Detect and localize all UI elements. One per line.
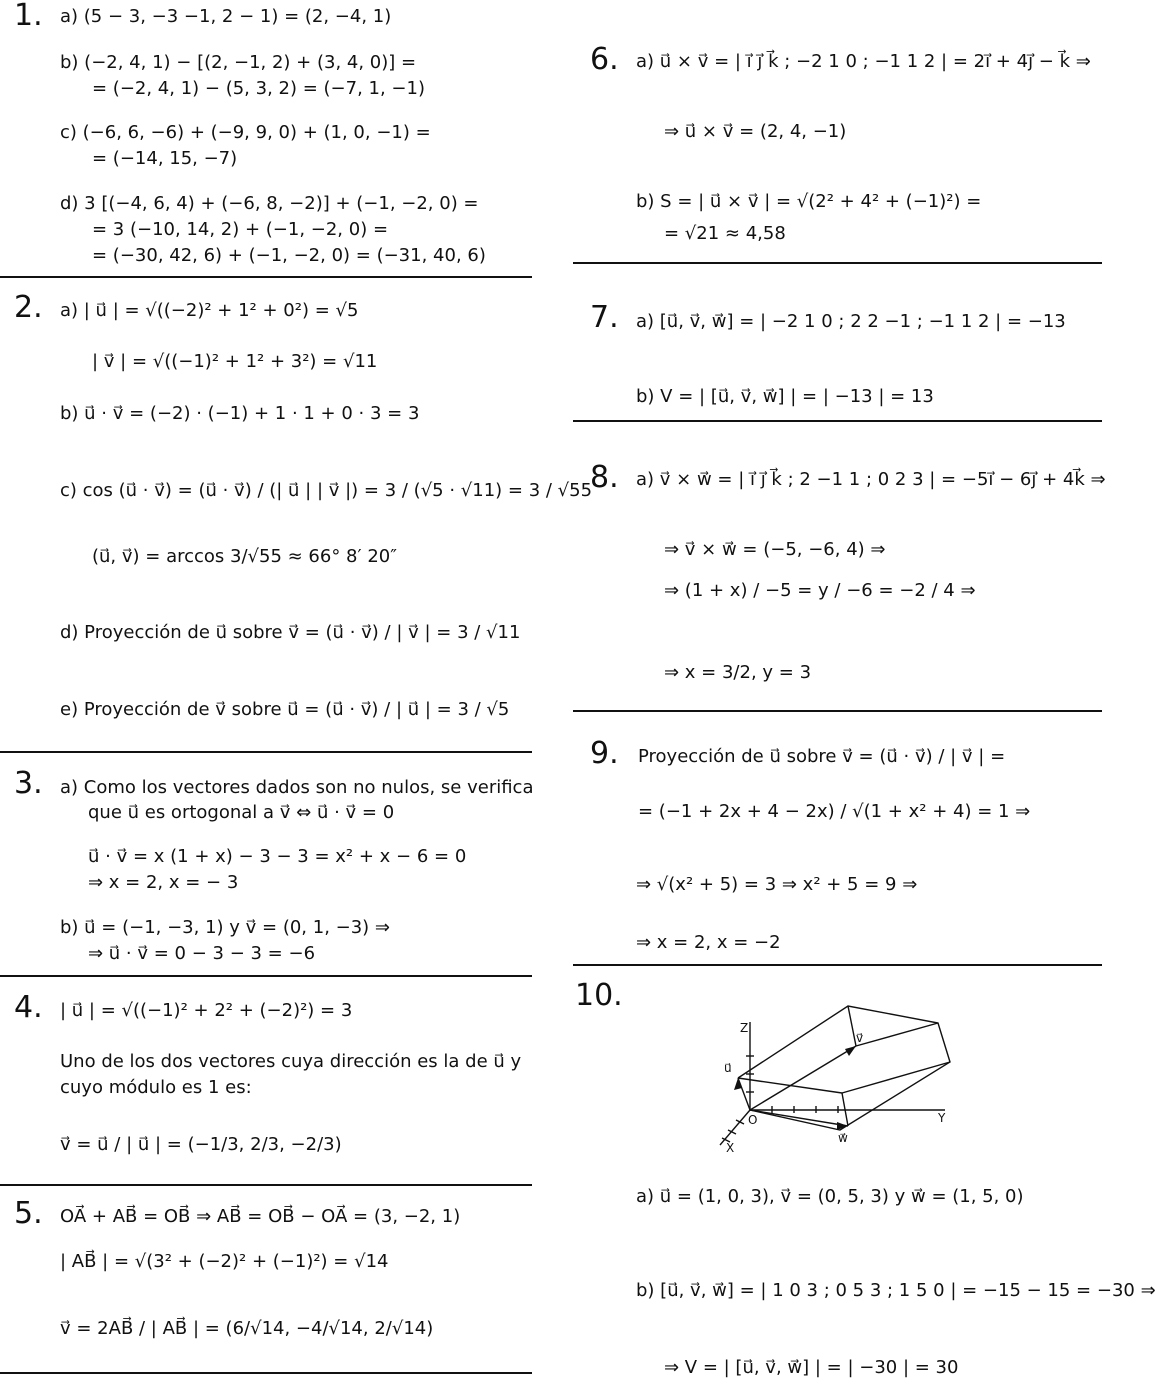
divider — [0, 276, 532, 278]
p1-line-c1: c) (−6, 6, −6) + (−9, 9, 0) + (1, 0, −1) = — [60, 122, 431, 143]
problem-number-2: 2. — [14, 290, 43, 325]
p10-line-b: b) [u⃗, v⃗, w⃗] = | 1 0 3 ; 0 5 3 ; 1 5 0 | = −15 − 15 = −30 ⇒ — [636, 1280, 1156, 1301]
divider — [0, 1184, 532, 1186]
divider — [573, 420, 1102, 422]
problem-number-3: 3. — [14, 766, 43, 801]
parallelepiped-figure — [700, 1000, 970, 1160]
p1-line-d1: d) 3 [(−4, 6, 4) + (−6, 8, −2)] + (−1, −2, 0) = — [60, 193, 479, 214]
p1-line-d3: = (−30, 42, 6) + (−1, −2, 0) = (−31, 40, 6) — [92, 245, 486, 266]
p4-line-3: cuyo módulo es 1 es: — [60, 1077, 252, 1098]
p2-line-c2: (u⃗, v⃗) = arccos 3/√55 ≈ 66° 8′ 20″ — [92, 546, 397, 567]
v-label: v⃗ — [856, 1031, 864, 1045]
divider — [573, 262, 1102, 264]
origin-label: O — [748, 1113, 758, 1127]
problem-number-6: 6. — [590, 42, 619, 77]
p3-line-a4: ⇒ x = 2, x = − 3 — [88, 872, 239, 893]
p1-line-b1: b) (−2, 4, 1) − [(2, −1, 2) + (3, 4, 0)] = — [60, 52, 417, 73]
divider — [0, 751, 532, 753]
p2-line-e: e) Proyección de v⃗ sobre u⃗ = (u⃗ · v⃗) / | u⃗ | = 3 / √5 — [60, 699, 510, 720]
box-outline — [738, 1006, 950, 1130]
p7-line-b: b) V = | [u⃗, v⃗, w⃗] | = | −13 | = 13 — [636, 386, 934, 407]
p2-line-a1: a) | u⃗ | = √((−2)² + 1² + 0²) = √5 — [60, 300, 359, 321]
problem-number-7: 7. — [590, 300, 619, 335]
p10-line-c: ⇒ V = | [u⃗, v⃗, w⃗] | = | −30 | = 30 — [664, 1357, 959, 1378]
problem-number-9: 9. — [590, 736, 619, 771]
problem-number-1: 1. — [14, 0, 43, 33]
p3-line-a2: que u⃗ es ortogonal a v⃗ ⇔ u⃗ · v⃗ = 0 — [88, 802, 395, 823]
p1-line-a: a) (5 − 3, −3 −1, 2 − 1) = (2, −4, 1) — [60, 6, 392, 27]
p10-line-a: a) u⃗ = (1, 0, 3), v⃗ = (0, 5, 3) y w⃗ = (1, 5, 0) — [636, 1186, 1024, 1207]
problem-number-5: 5. — [14, 1196, 43, 1231]
x-label: X — [726, 1141, 735, 1155]
p8-line-a3: ⇒ (1 + x) / −5 = y / −6 = −2 / 4 ⇒ — [664, 580, 976, 601]
p6-line-b2: = √21 ≈ 4,58 — [664, 223, 786, 244]
p8-line-a2: ⇒ v⃗ × w⃗ = (−5, −6, 4) ⇒ — [664, 539, 886, 560]
p3-line-b1: b) u⃗ = (−1, −3, 1) y v⃗ = (0, 1, −3) ⇒ — [60, 917, 391, 938]
z-label: Z — [740, 1021, 749, 1035]
box-edge — [842, 1062, 950, 1093]
p4-line-4: v⃗ = u⃗ / | u⃗ | = (−1/3, 2/3, −2/3) — [60, 1134, 342, 1155]
p9-line-1: Proyección de u⃗ sobre v⃗ = (u⃗ · v⃗) / | v⃗ | = — [638, 746, 1006, 767]
p2-line-a2: | v⃗ | = √((−1)² + 1² + 3²) = √11 — [92, 351, 378, 372]
p1-line-b2: = (−2, 4, 1) − (5, 3, 2) = (−7, 1, −1) — [92, 78, 425, 99]
p3-line-b2: ⇒ u⃗ · v⃗ = 0 − 3 − 3 = −6 — [88, 943, 316, 964]
p8-line-a4: ⇒ x = 3/2, y = 3 — [664, 662, 812, 683]
problem-number-4: 4. — [14, 990, 43, 1025]
problem-number-8: 8. — [590, 460, 619, 495]
box-edge — [848, 1006, 856, 1046]
p6-line-a1: a) u⃗ × v⃗ = | i⃗ j⃗ k⃗ ; −2 1 0 ; −1 1 2 | = 2i⃗ + 4j⃗ − k⃗ ⇒ — [636, 51, 1091, 72]
p5-line-3: v⃗ = 2AB⃗ / | AB⃗ | = (6/√14, −4/√14, 2/√14) — [60, 1318, 434, 1339]
v-vector — [750, 1046, 856, 1110]
v-arrowhead — [845, 1046, 856, 1056]
divider — [0, 975, 532, 977]
divider — [573, 710, 1102, 712]
p6-line-b1: b) S = | u⃗ × v⃗ | = √(2² + 4² + (−1)²) = — [636, 191, 982, 212]
p1-line-c2: = (−14, 15, −7) — [92, 148, 238, 169]
p3-line-a1: a) Como los vectores dados son no nulos, se verifica — [60, 777, 534, 798]
p7-line-a: a) [u⃗, v⃗, w⃗] = | −2 1 0 ; 2 2 −1 ; −1 1 2 | = −13 — [636, 311, 1066, 332]
p9-line-3: ⇒ √(x² + 5) = 3 ⇒ x² + 5 = 9 ⇒ — [636, 874, 918, 895]
p6-line-a2: ⇒ u⃗ × v⃗ = (2, 4, −1) — [664, 121, 847, 142]
p9-line-2: = (−1 + 2x + 4 − 2x) / √(1 + x² + 4) = 1 ⇒ — [638, 801, 1031, 822]
problem-number-10: 10. — [575, 978, 623, 1013]
y-label: Y — [938, 1111, 946, 1125]
w-label: w⃗ — [838, 1131, 848, 1145]
p1-line-d2: = 3 (−10, 14, 2) + (−1, −2, 0) = — [92, 219, 389, 240]
p8-line-a1: a) v⃗ × w⃗ = | i⃗ j⃗ k⃗ ; 2 −1 1 ; 0 2 3 | = −5i⃗ − 6j⃗ + 4k⃗ ⇒ — [636, 469, 1106, 490]
p9-line-4: ⇒ x = 2, x = −2 — [636, 932, 781, 953]
p4-line-2: Uno de los dos vectores cuya dirección es la de u⃗ y — [60, 1051, 522, 1072]
u-label: u⃗ — [724, 1061, 732, 1075]
p5-line-2: | AB⃗ | = √(3² + (−2)² + (−1)²) = √14 — [60, 1251, 389, 1272]
divider — [573, 964, 1102, 966]
w-vector — [750, 1110, 848, 1126]
p4-line-1: | u⃗ | = √((−1)² + 2² + (−2)²) = 3 — [60, 1000, 353, 1021]
p5-line-1: OA⃗ + AB⃗ = OB⃗ ⇒ AB⃗ = OB⃗ − OA⃗ = (3, −2, 1) — [60, 1206, 461, 1227]
p2-line-d: d) Proyección de u⃗ sobre v⃗ = (u⃗ · v⃗) / | v⃗ | = 3 / √11 — [60, 622, 521, 643]
divider — [0, 1372, 532, 1374]
p3-line-a3: u⃗ · v⃗ = x (1 + x) − 3 − 3 = x² + x − 6 = 0 — [88, 846, 467, 867]
p2-line-c1: c) cos (u⃗ · v⃗) = (u⃗ · v⃗) / (| u⃗ | | v⃗ |) = 3 / (√5 · √11) = 3 / √55 — [60, 480, 593, 501]
box-edge — [856, 1023, 938, 1046]
p2-line-b: b) u⃗ · v⃗ = (−2) · (−1) + 1 · 1 + 0 · 3 = 3 — [60, 403, 420, 424]
